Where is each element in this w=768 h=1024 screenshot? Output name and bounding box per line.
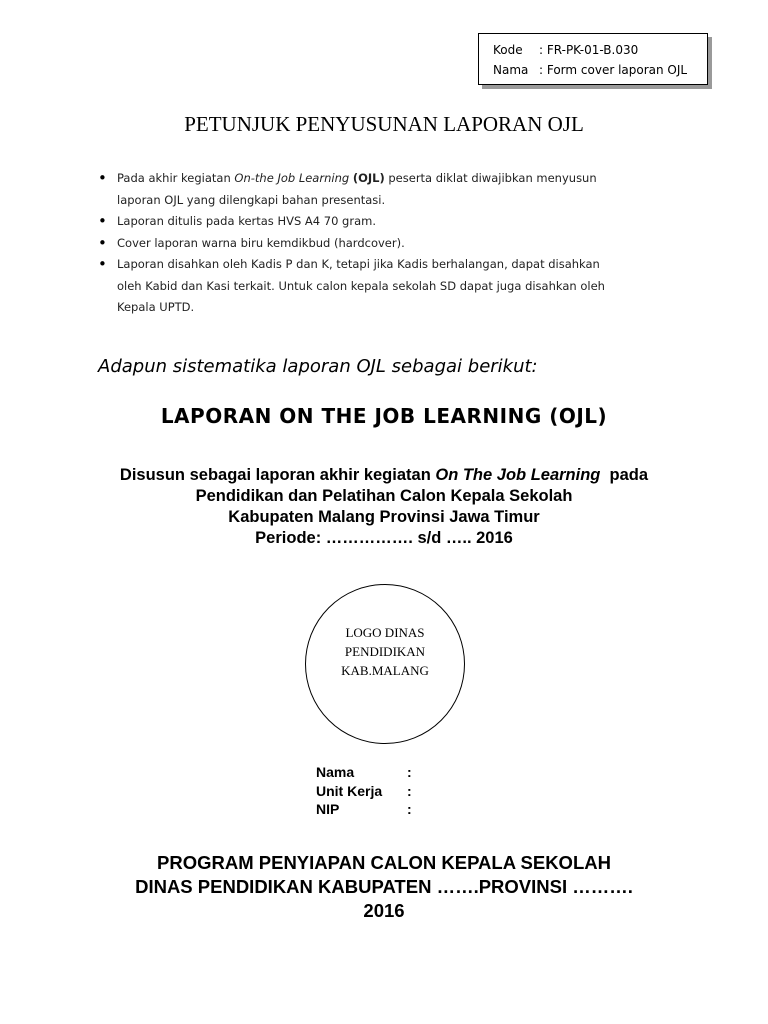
subtitle-line-1-italic: On The Job Learning bbox=[435, 466, 601, 484]
identity-fields bbox=[316, 763, 412, 819]
kode-value: : FR-PK-01-B.030 bbox=[539, 43, 639, 57]
subtitle-line-3: Kabupaten Malang Provinsi Jawa Timur bbox=[228, 508, 540, 526]
bullet-4-line3: Kepala UPTD. bbox=[117, 300, 195, 314]
footer-line-1: PROGRAM PENYIAPAN CALON KEPALA SEKOLAH bbox=[157, 852, 611, 873]
field-nip-sep: : bbox=[407, 801, 412, 817]
bullet-4-line2: oleh Kabid dan Kasi terkait. Untuk calon kepala sekolah SD dapat juga disahkan oleh bbox=[117, 278, 605, 293]
logo-line-1: LOGO DINAS bbox=[345, 625, 425, 640]
bullet-4-line1: Laporan disahkan oleh Kadis P dan K, tetapi jika Kadis berhalangan, dapat disahkan bbox=[117, 257, 600, 271]
bullet-1-line2: laporan OJL yang dilengkapi bahan presentasi. bbox=[117, 192, 386, 207]
field-unit-kerja-label: Unit Kerja bbox=[316, 782, 383, 799]
program-footer bbox=[0, 851, 768, 923]
list-item bbox=[98, 233, 678, 255]
field-nama bbox=[316, 763, 412, 782]
list-item bbox=[98, 254, 678, 319]
field-nama-label: Nama bbox=[316, 764, 355, 780]
field-unit-kerja-sep: : bbox=[407, 782, 412, 799]
guide-bullet-list bbox=[98, 168, 678, 319]
subtitle-line-2: Pendidikan dan Pelatihan Calon Kepala Sekolah bbox=[195, 487, 573, 505]
form-code-box bbox=[478, 33, 708, 85]
bullet-3: Cover laporan warna biru kemdikbud (hardcover). bbox=[117, 235, 405, 250]
kode-label: Kode bbox=[493, 43, 523, 57]
footer-line-2: DINAS PENDIDIKAN KABUPATEN …….PROVINSI ………. bbox=[135, 876, 633, 897]
bullet-1-italic: On-the Job Learning bbox=[234, 171, 350, 185]
subtitle-line-1-post: pada bbox=[600, 466, 649, 484]
field-unit-kerja bbox=[316, 782, 412, 801]
field-nama-sep: : bbox=[407, 764, 412, 780]
list-item bbox=[98, 211, 678, 233]
name-row bbox=[493, 60, 707, 80]
logo-line-3: KAB.MALANG bbox=[341, 663, 429, 678]
nama-label: Nama bbox=[493, 63, 529, 77]
logo-line-2: PENDIDIKAN bbox=[344, 644, 426, 659]
field-nip-label: NIP bbox=[316, 801, 340, 817]
subtitle-period: Periode: ……………. s/d ….. 2016 bbox=[255, 529, 513, 547]
bullet-1-post: peserta diklat diwajibkan menyusun bbox=[384, 171, 597, 185]
nama-value: : Form cover laporan OJL bbox=[539, 63, 688, 77]
subtitle-line-1 bbox=[0, 465, 768, 486]
bullet-1-bold: (OJL) bbox=[352, 171, 385, 185]
guide-title: PETUNJUK PENYUSUNAN LAPORAN OJL bbox=[184, 112, 584, 136]
subtitle-line-1-pre: Disusun sebagai laporan akhir kegiatan bbox=[119, 466, 436, 484]
field-nip bbox=[316, 800, 412, 819]
list-item bbox=[98, 168, 678, 211]
systematics-heading: Adapun sistematika laporan OJL sebagai berikut: bbox=[98, 356, 538, 377]
bullet-2: Laporan ditulis pada kertas HVS A4 70 gram. bbox=[117, 214, 376, 228]
bullet-1-pre: Pada akhir kegiatan bbox=[117, 171, 235, 185]
code-row bbox=[493, 40, 707, 60]
footer-year: 2016 bbox=[363, 900, 405, 921]
cover-subtitle bbox=[0, 465, 768, 549]
cover-title: LAPORAN ON THE JOB LEARNING (OJL) bbox=[160, 404, 608, 428]
logo-placeholder bbox=[305, 584, 465, 744]
